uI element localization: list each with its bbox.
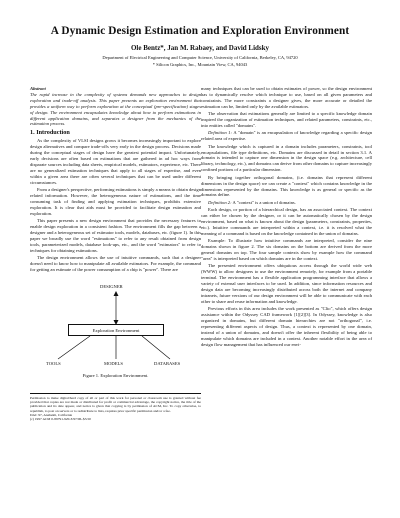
- right-paragraph: The knowledge which is captured in a domain includes parameters, constraints, tool encapsulations, file type definitions, etc. Domains are discussed in detail in section 3.1. A domain is intended to capture one dimension in the design space (e.g. architecture, cell library, technology, etc.), and domains can derive from other domains to capture increasingly confined portions of a particular dimension.: [201, 143, 372, 173]
- figure-environment-box: [68, 324, 164, 336]
- figure-designer-label: DESIGNER: [100, 283, 123, 289]
- left-paragraph: As the complexity of VLSI designs grows it becomes increasingly important to explore design alternatives and compare trade-offs very early in the design process. Decisions made during the conceptual stages of design have the greatest potential impact. Unfortunately, early decisions are often based on estimations that are gathered in ad hoc ways from disparate sources including data sheets, empirical models, estimators, experience, etc. There are no generalized estimation techniques that apply to all stages of expertise, and even within a given area there are often several techniques that can be used under different circumstances.: [30, 138, 201, 185]
- abstract-text: The rapid increase in the complexity of systems demands new approaches to design exploration and trade-off analysis. This paper presents an exploration environment that provides a uniform way to perform exploration at the conceptual (pre-specification) stages of design. The environment encapsulates knowledge about how to perform estimations in different application domains, and separates a designer from the mechanics of the estimation process.: [30, 91, 201, 127]
- figure-models-label: MODELS: [104, 360, 123, 366]
- copyright-footnote: [30, 393, 201, 422]
- right-paragraph: The observation that estimations generally are limited to a specific knowledge domain inspired the organization of estimation techniques, and related parameters, constraints, etc., into entities called "domains".: [201, 111, 372, 128]
- affiliation-1: Department of Electrical Engineering and Computer Science, University of California, Berkeley, CA, 94720: [102, 55, 298, 60]
- right-paragraph: many techniques that can be used to obtain estimates of power, so the design environment has to dynamically resolve which technique to use, based on all given parameters and constraints. The more constraints a designer gives, the more accurate or detailed the estimation can be, limited only by the available estimators.: [201, 86, 372, 109]
- right-column: [201, 86, 372, 349]
- figure-environment-label: Exploration Environment: [92, 327, 140, 333]
- definition-2-heading: Definition 2:: [208, 199, 232, 205]
- right-paragraph: The presented environment offers ubiquitous access through the world wide web (WWW) to allow designers to use the environment remotely, for example from a portable terminal. The environment has a flexible application programming interface that allows a variety of external user interfaces to be used. In addition, since information resources and design data are becoming increasingly distributed across both the internet and company intranets, future versions of our design environment will be able to communicate with each other to share and reuse information and knowledge.: [201, 263, 372, 304]
- section-1-heading: 1. Introduction: [30, 129, 70, 137]
- figure-caption: Figure 1. Exploration Environment.: [82, 372, 149, 378]
- left-paragraph: This paper presents a new design environment that provides the necessary features to enable design exploration in a consistent fashion. The environment fills the gap between a designer and a heterogeneous set of estimator tools, models, databases, etc. (figure 1). In this paper we broadly use the word "estimations" to refer to any result obtained from design tools, parameterized models, database look-ups, etc., and the word "estimators" to refer to techniques for obtaining estimations.: [30, 218, 201, 253]
- paper-authors: Ole Bentz*, Jan M. Rabaey, and David Lidsky: [130, 44, 270, 52]
- figure-tools-label: TOOLS: [46, 360, 61, 366]
- paper-title: A Dynamic Design Estimation and Exploration Environment: [50, 25, 350, 37]
- abstract-heading: Abstract: [30, 86, 46, 91]
- definition-1-text: A "domain" is an encapsulation of knowledge regarding a specific design related area of expertise.: [201, 130, 372, 142]
- left-column: [30, 86, 201, 421]
- left-paragraph: The design environment allows the use of intuitive commands, such that a designer doesn't need to know how to manipulate all available estimators. For example, the command for getting an estimate of the power consumption of a chip is "power". There are: [30, 254, 201, 272]
- definition-1: [201, 130, 372, 142]
- conference-line: DAC 97, Anaheim, California: [30, 412, 73, 417]
- permission-notice: Permission to make digital/hard copy of all or part of this work for personal or classroom use is granted without fee provided that copies are not made or distributed for profit or commercial advantage, the copyright notice, the title of the publication and its date appear, and notice is given that copying is by permission of ACM, Inc. To copy otherwise, to republish, to post on servers or to redistribute to lists, requires prior specific permission and/or a fee.: [30, 395, 201, 413]
- right-paragraph: By bringing together orthogonal domains, (i.e. domains that represent different dimensions in the design space) we can create a "context" which contains knowledge in the dimensions represented by the domains. This knowledge is as general or specific as the domains define.: [201, 174, 372, 198]
- right-paragraph: Previous efforts in this area includes the work presented as "Clio", which offers design assistance within the Odyssey CAD framework [1][2][3]. In Odyssey, knowledge is also organized in domains, but different domain hierarchies are not "orthogonal", i.e. representing different aspects of design. Thus, a context is represented by one domain, instead of a union of domains, and doesn't offer the inherent flexibility of being able to manipulate which domains are included in a context. Another notable effort in the area of design flow management that has influenced our envi-: [201, 306, 372, 347]
- right-paragraph: Each design, or portion of a hierarchical design, has an associated context. The context can either be chosen by the designer, or it can be automatically chosen by the design environment, based on what is known about the design (parameters, constraints, properties, etc.). Intuitive commands are interpreted within a context, i.e. it is resolved what the meaning of a command is based on the knowledge contained in the union of domains.: [201, 207, 372, 236]
- left-paragraph: From a designer's perspective, performing estimations is simply a means to obtain design related information. However, the heterogeneous nature of estimations, and the time consuming task of finding and applying estimation techniques, prohibits extensive exploration. It is clear that aids must be provided to facilitate design estimation and exploration.: [30, 187, 202, 216]
- affiliation-2: * Silicon Graphics, Inc., Mountain View, CA, 94043: [152, 62, 248, 67]
- right-paragraph: Example: To illustrate how intuitive commands are interpreted, consider the nine domains shown in figure 2. The six domains on the bottom are derived from the more general domains on top. The four sample contexts show by example how the command "area" is interpreted based on which domains are in the context.: [201, 238, 372, 261]
- copyright-line: (c) 1997 ACM 0-89791-920-3/97/06..$3.50: [30, 417, 91, 422]
- definition-1-heading: Definition 1:: [208, 130, 233, 136]
- figure-1: [30, 276, 201, 389]
- definition-2: [201, 200, 372, 206]
- figure-databases-label: DATABASES: [154, 360, 181, 366]
- definition-2-text: A "context" is a union of domains.: [232, 199, 296, 205]
